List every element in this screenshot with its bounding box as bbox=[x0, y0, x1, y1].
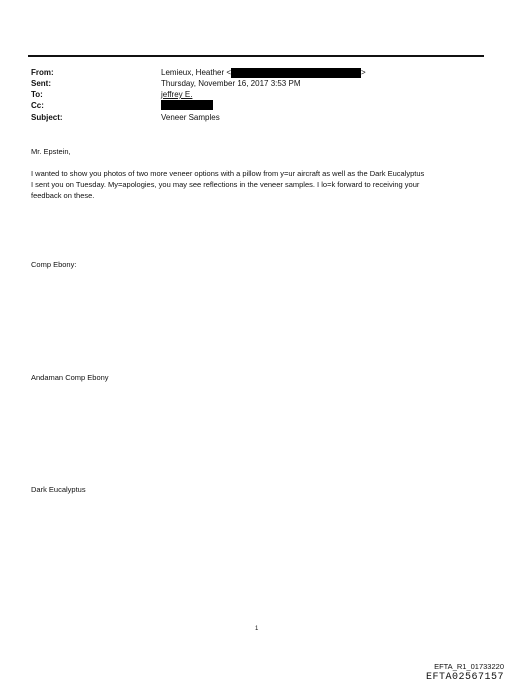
header-divider bbox=[28, 55, 484, 57]
from-value bbox=[161, 67, 366, 78]
from-email-redaction bbox=[231, 68, 361, 78]
subject-value: Veneer Samples bbox=[161, 113, 220, 122]
caption-dark-eucalyptus: Dark Eucalyptus bbox=[31, 485, 86, 494]
from-suffix: > bbox=[361, 68, 366, 77]
to-label: To: bbox=[31, 90, 43, 99]
subject-row bbox=[31, 112, 471, 123]
page-number: 1 bbox=[255, 626, 259, 632]
subject-label: Subject: bbox=[31, 113, 63, 122]
to-value: jeffrey E. bbox=[161, 90, 193, 99]
body-line-1: I wanted to show you photos of two more veneer options with a pillow from y=ur aircraft as well as the Dark Eucalyptus bbox=[31, 169, 425, 178]
from-row bbox=[31, 67, 471, 78]
body-line-2: I sent you on Tuesday. My=apologies, you may see reflections in the veneer samples. I lo=k forward to receiving your bbox=[31, 180, 420, 189]
efta-id: EFTA_R1_01733220 bbox=[434, 662, 504, 671]
sent-row bbox=[31, 78, 471, 89]
body-line-3: feedback on these. bbox=[31, 191, 95, 200]
efta-stamp: EFTA02567157 bbox=[425, 672, 504, 683]
cc-value bbox=[161, 100, 213, 110]
greeting: Mr. Epstein, bbox=[31, 147, 71, 156]
caption-andaman-comp-ebony: Andaman Comp Ebony bbox=[31, 373, 109, 382]
sent-value: Thursday, November 16, 2017 3:53 PM bbox=[161, 79, 301, 88]
cc-redaction bbox=[161, 100, 213, 110]
cc-label: Cc: bbox=[31, 101, 44, 110]
from-name: Lemieux, Heather < bbox=[161, 68, 232, 77]
caption-comp-ebony: Comp Ebony: bbox=[31, 260, 77, 269]
sent-label: Sent: bbox=[31, 79, 51, 88]
from-label: From: bbox=[31, 68, 54, 77]
cc-row bbox=[31, 100, 471, 111]
to-row bbox=[31, 89, 471, 100]
